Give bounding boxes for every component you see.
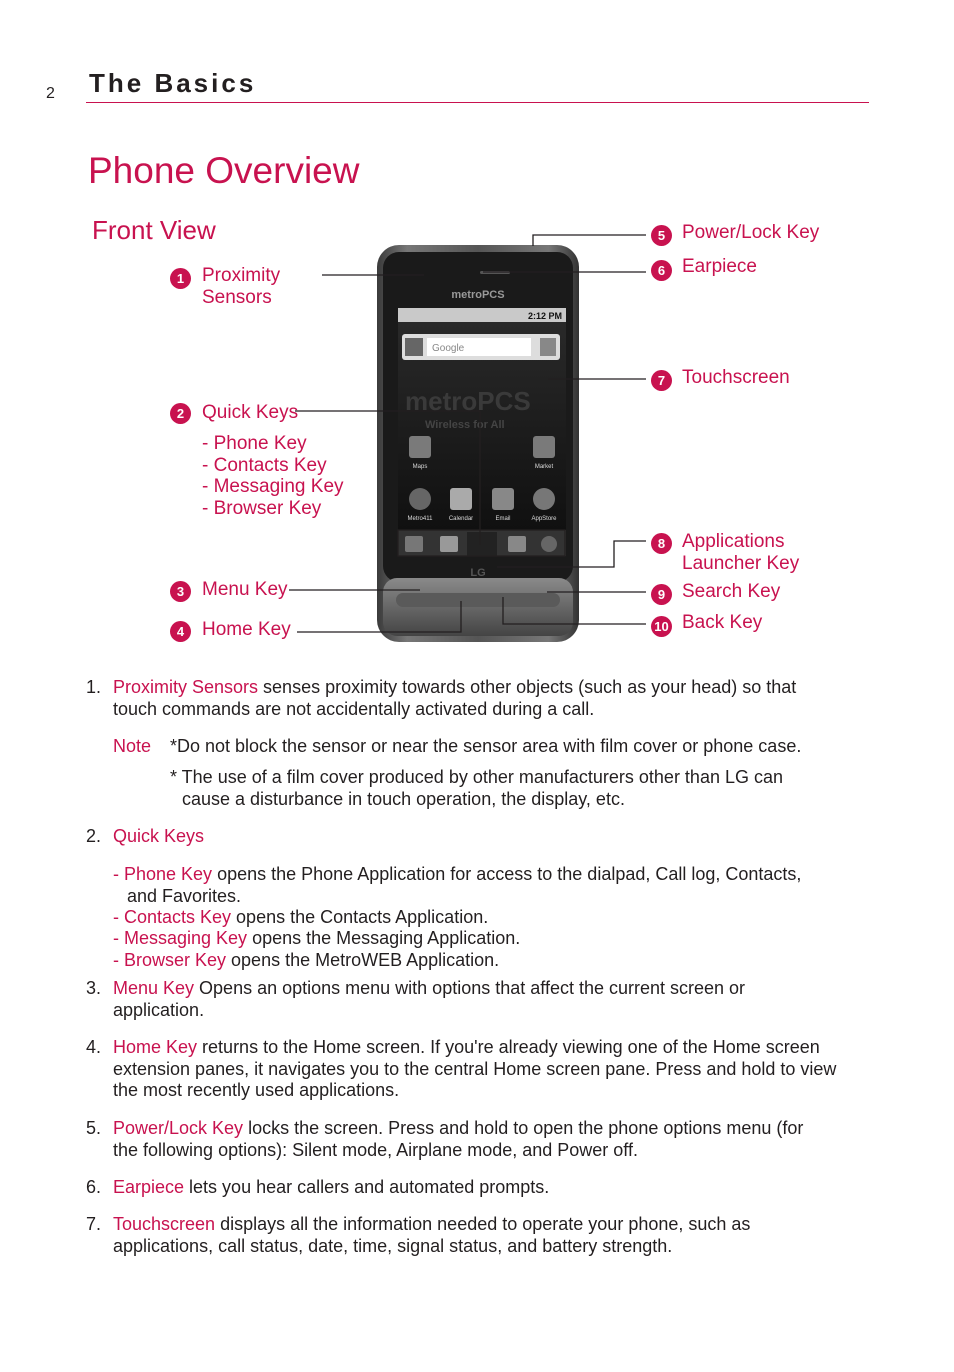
callout-badge-5: 5 [651,225,672,246]
callout-proximity-sensors: Proximity Sensors [202,265,281,308]
quick-key-browser: - Browser Key opens the MetroWEB Application. [113,950,500,970]
svg-text:AppStore: AppStore [531,516,557,522]
item-3-number: 3. [86,978,102,998]
callout-badge-1: 1 [170,268,191,289]
callout-badge-3: 3 [170,581,191,602]
svg-text:Metro411: Metro411 [407,516,433,522]
item-6-text: Earpiece lets you hear callers and automated prompts. [113,1177,550,1197]
google-icon [405,338,423,356]
callout-search-key: Search Key [682,581,781,602]
page-number: 2 [46,85,55,102]
quick-key-messaging: - Messaging Key opens the Messaging Application. [113,928,521,948]
callout-home-key: Home Key [202,619,291,640]
quick-key-contacts: - Contacts Key opens the Contacts Application. [113,907,489,927]
metro411-app-icon [409,488,431,510]
search-text: Google [432,343,465,354]
item-6-number: 6. [86,1177,102,1197]
svg-text:Market: Market [534,464,554,470]
callout-badge-10: 10 [651,616,672,637]
item-2-number: 2. [86,826,102,846]
callout-badge-2: 2 [170,403,191,424]
item-3-text: Menu Key Opens an options menu with options that affect the current screen or application. [113,978,746,1020]
item-7-number: 7. [86,1214,102,1234]
callout-applications-launcher-key: Applications Launcher Key [682,531,800,574]
note-line-1: *Do not block the sensor or near the sensor area with film cover or phone case. [170,736,802,756]
maps-app-icon [409,436,431,458]
mic-icon [540,338,556,356]
callout-badge-4: 4 [170,621,191,642]
item-1-text: Proximity Sensors senses proximity towards other objects (such as your head) so that touch commands are not accidentally activated during a call. [113,677,797,719]
email-app-icon [492,488,514,510]
item-5-number: 5. [86,1118,102,1138]
item-1-number: 1. [86,677,102,697]
callout-badge-6: 6 [651,260,672,281]
quick-key-phone: - Phone Key opens the Phone Application for access to the dialpad, Call log, Contacts, and Favorites. [113,864,802,906]
status-time: 2:12 PM [527,311,562,321]
appstore-app-icon [533,488,555,510]
item-4-text: Home Key returns to the Home screen. If you're already viewing one of the Home screen extension panes, it navigates you to the central Home screen pane. Press and hold to view the most recently used applications. [113,1037,837,1100]
callout-quick-keys: Quick Keys [202,402,299,423]
browser-key-icon [541,536,557,552]
section-title: The Basics [89,68,257,98]
wallpaper-tagline: Wireless for All [425,419,505,431]
item-4-number: 4. [86,1037,102,1057]
phone-key-icon [405,536,423,552]
lg-logo: LG [470,567,486,579]
callout-back-key: Back Key [682,612,763,633]
callout-menu-key: Menu Key [202,579,288,600]
note-label: Note [113,736,152,756]
item-5-text: Power/Lock Key locks the screen. Press and hold to open the phone options menu (for the following options): Silent mode, Airplane mode, and Power off. [113,1118,804,1160]
callout-touchscreen: Touchscreen [682,367,790,388]
market-app-icon [533,436,555,458]
item-2-term: Quick Keys [113,826,205,846]
contacts-key-icon [440,536,458,552]
item-7-text: Touchscreen displays all the information needed to operate your phone, such as applications, call status, date, time, signal status, and battery strength. [113,1214,751,1256]
item-1-term: Proximity Sensors [113,677,259,697]
note-line-3: cause a disturbance in touch operation, the display, etc. [182,789,625,809]
callout-badge-7: 7 [651,370,672,391]
page-title: Phone Overview [88,150,360,191]
callout-badge-8: 8 [651,533,672,554]
note-line-2: * The use of a film cover produced by other manufacturers other than LG can [170,767,784,787]
svg-text:Email: Email [495,516,511,522]
wallpaper-brand: metroPCS [405,386,531,416]
quick-keys-list: - Phone Key - Contacts Key - Messaging Key - Browser Key [202,433,344,519]
callout-earpiece: Earpiece [682,256,757,277]
subtitle-front-view: Front View [92,215,216,245]
svg-text:Maps: Maps [412,464,428,470]
launcher-key-icon [467,532,497,556]
messaging-key-icon [508,536,526,552]
callout-power-lock-key: Power/Lock Key [682,222,820,243]
carrier-logo: metroPCS [451,289,505,301]
callout-badge-9: 9 [651,584,672,605]
svg-text:Calendar: Calendar [448,516,474,522]
hardware-keys-bar [396,593,560,607]
calendar-app-icon [450,488,472,510]
